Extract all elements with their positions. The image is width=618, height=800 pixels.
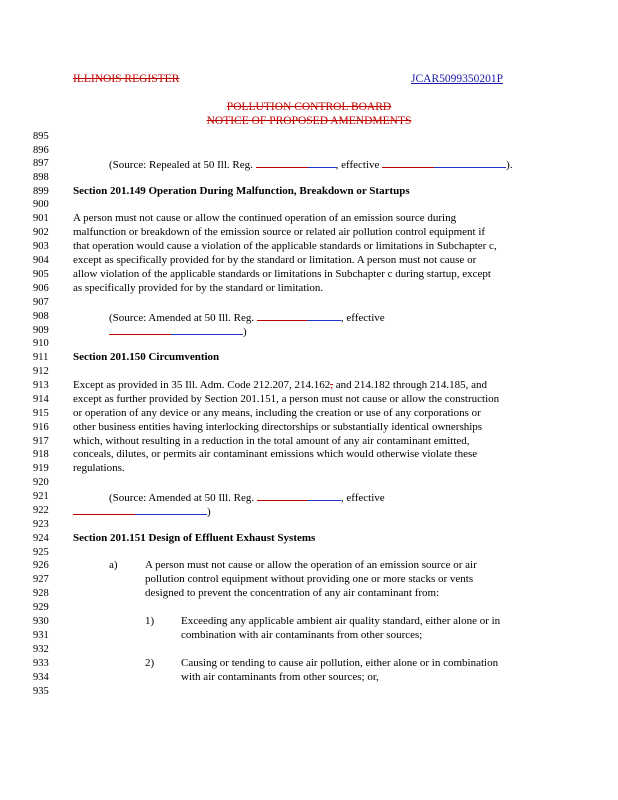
line-number: 935: [33, 686, 49, 697]
paragraph-line: A person must not cause or allow the operation of an emission source or air: [145, 559, 477, 571]
register-title: ILLINOIS REGISTER: [73, 73, 180, 85]
line-number: 920: [33, 477, 49, 488]
item-label: a): [109, 559, 118, 571]
paragraph-line: with air contaminants from other sources; or,: [181, 671, 379, 683]
notice-title: NOTICE OF PROPOSED AMENDMENTS: [206, 115, 412, 127]
line-number: 912: [33, 366, 49, 377]
line-number: 909: [33, 325, 49, 336]
line-number: 904: [33, 255, 49, 266]
line-number: 917: [33, 436, 49, 447]
line-number: 928: [33, 588, 49, 599]
line-number: 926: [33, 560, 49, 571]
source-note-amended-cont: [109, 324, 247, 340]
deleted-blank: [109, 328, 171, 335]
paragraph-line: that operation would cause a violation of the applicable standards or limitations in Subchapter c,: [73, 240, 497, 252]
line-number: 927: [33, 574, 49, 585]
paragraph-line: except as further provided by Section 201.151, a person must not cause or allow the construction: [73, 393, 500, 405]
inserted-blank: [308, 157, 336, 168]
paragraph-line: other business entities having interlocking directorships or substantially identical ownerships: [73, 421, 483, 433]
paragraph-line: regulations.: [73, 462, 125, 474]
line-number: 895: [33, 131, 49, 142]
line-number: 908: [33, 311, 49, 322]
line-number: 918: [33, 449, 49, 460]
paragraph-line: designed to prevent the concentration of any air contaminant from:: [145, 587, 440, 599]
paragraph-line: [73, 379, 487, 393]
deleted-blank: [257, 314, 307, 321]
line-number: 914: [33, 394, 49, 405]
line-number: 898: [33, 172, 49, 183]
section-heading: Section 201.151 Design of Effluent Exhaust Systems: [73, 532, 316, 544]
source-mid: , effective: [335, 159, 383, 171]
line-number: 932: [33, 644, 49, 655]
source-end: ): [243, 326, 247, 338]
line-number: 933: [33, 658, 49, 669]
line-number: 905: [33, 269, 49, 280]
deleted-blank: [256, 161, 308, 168]
deleted-comma: ,: [330, 379, 333, 391]
source-prefix: (Source: Repealed at 50 Ill. Reg.: [109, 159, 256, 171]
line-number: 925: [33, 547, 49, 558]
line-number: 910: [33, 338, 49, 349]
paragraph-line: except as specifically provided for by the standard or limitation. A person must not cause or: [73, 254, 477, 266]
text-run: Except as provided in 35 Ill. Adm. Code 212.207, 214.162: [73, 379, 331, 391]
source-end: ).: [506, 159, 513, 171]
inserted-blank: [307, 310, 341, 321]
line-number: 919: [33, 463, 49, 474]
source-mid: , effective: [340, 492, 385, 504]
line-number: 913: [33, 380, 49, 391]
line-number: 900: [33, 199, 49, 210]
inserted-blank: [135, 504, 207, 515]
line-number: 899: [33, 186, 49, 197]
line-number: 911: [33, 352, 49, 363]
source-end: ): [207, 506, 211, 518]
line-number: 916: [33, 422, 49, 433]
source-mid: , effective: [340, 312, 385, 324]
deleted-blank: [257, 494, 307, 501]
paragraph-line: or operation of any device or any means, including the creation or use of any corporations or: [73, 407, 481, 419]
inserted-blank: [434, 157, 506, 168]
paragraph-line: malfunction or breakdown of the emission source or related air pollution control equipment if: [73, 226, 486, 238]
line-number: 922: [33, 505, 49, 516]
line-number: 923: [33, 519, 49, 530]
paragraph-line: conceals, dilutes, or permits air contaminant emissions which would otherwise violate these: [73, 448, 478, 460]
source-note-amended-cont: [73, 504, 211, 520]
paragraph-line: which, without resulting in a reduction in the total amount of any air contaminant emitted,: [73, 435, 470, 447]
paragraph-line: Exceeding any applicable ambient air quality standard, either alone or in: [181, 615, 501, 627]
paragraph-line: pollution control equipment without providing one or more stacks or vents: [145, 573, 474, 585]
paragraph-line: as specifically provided for by the standard or limitation.: [73, 282, 324, 294]
paragraph-line: combination with air contaminants from other sources;: [181, 629, 423, 641]
item-label: 2): [145, 657, 155, 669]
item-label: 1): [145, 615, 155, 627]
line-number: 929: [33, 602, 49, 613]
jcar-code: JCAR5099350201P: [411, 73, 504, 85]
text-run: and 214.182 through 214.185, and: [333, 379, 487, 391]
line-number: 902: [33, 227, 49, 238]
line-number: 897: [33, 158, 49, 169]
line-number: 896: [33, 145, 49, 156]
line-number: 907: [33, 297, 49, 308]
line-number: 931: [33, 630, 49, 641]
line-number: 906: [33, 283, 49, 294]
source-note-repealed: [109, 157, 513, 173]
line-number: 915: [33, 408, 49, 419]
line-number: 921: [33, 491, 49, 502]
source-prefix: (Source: Amended at 50 Ill. Reg.: [109, 492, 257, 504]
source-prefix: (Source: Amended at 50 Ill. Reg.: [109, 312, 257, 324]
board-name: POLLUTION CONTROL BOARD: [226, 101, 392, 113]
line-number: 903: [33, 241, 49, 252]
line-number: 934: [33, 672, 49, 683]
paragraph-line: A person must not cause or allow the continued operation of an emission source during: [73, 212, 457, 224]
line-number: 924: [33, 533, 49, 544]
line-number: 930: [33, 616, 49, 627]
section-heading: Section 201.150 Circumvention: [73, 351, 220, 363]
section-heading: Section 201.149 Operation During Malfunction, Breakdown or Startups: [73, 185, 410, 197]
paragraph-line: allow violation of the applicable standards or limitations in Subchapter c during startup, except: [73, 268, 491, 280]
deleted-blank: [382, 161, 434, 168]
inserted-blank: [171, 324, 243, 335]
line-number: 901: [33, 213, 49, 224]
paragraph-line: Causing or tending to cause air pollution, either alone or in combination: [181, 657, 499, 669]
inserted-blank: [307, 490, 341, 501]
deleted-blank: [73, 508, 135, 515]
